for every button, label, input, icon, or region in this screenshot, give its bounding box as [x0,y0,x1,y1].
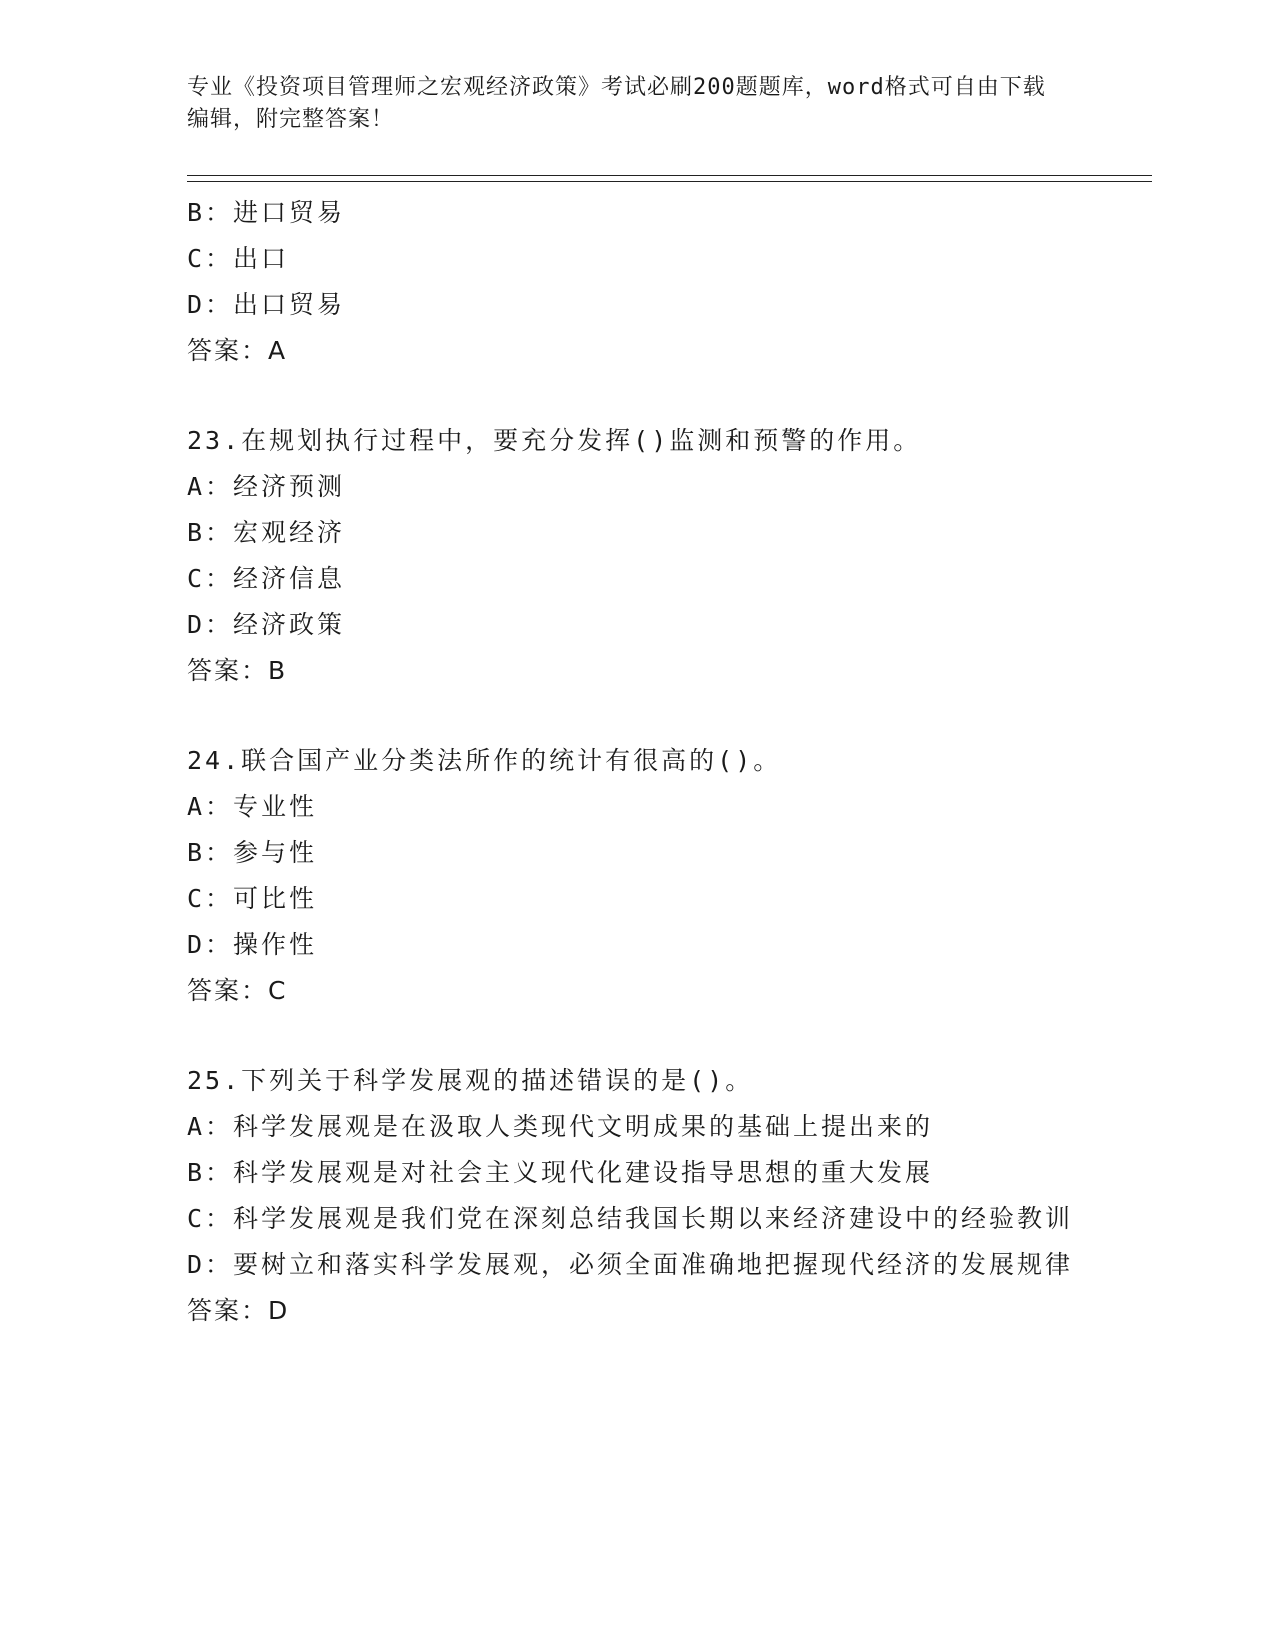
question-25 [187,1058,1087,1334]
option-c: C：科学发展观是我们党在深刻总结我国长期以来经济建设中的经验教训 [187,1204,1074,1233]
question-24 [187,738,1087,1014]
answer: 答案：A [187,336,288,365]
question-title: 25.下列关于科学发展观的描述错误的是()。 [187,1066,754,1095]
prev-question-block [187,190,1087,374]
question-23 [187,418,1087,694]
option-a: A：科学发展观是在汲取人类现代文明成果的基础上提出来的 [187,1112,934,1141]
spacer [187,694,1087,738]
spacer [187,1014,1087,1058]
question-title: 23.在规划执行过程中，要充分发挥()监测和预警的作用。 [187,426,922,455]
spacer [187,374,1087,418]
option-d: D：操作性 [187,930,318,959]
option-c: C：可比性 [187,884,318,913]
option-c: C：出口 [187,244,290,273]
option-d: D：出口贸易 [187,290,346,319]
header-rule-bottom [187,181,1152,182]
answer: 答案：C [187,976,288,1005]
answer: 答案：B [187,656,288,685]
option-b: B：宏观经济 [187,518,346,547]
option-a: A：专业性 [187,792,318,821]
document-header: 专业《投资项目管理师之宏观经济政策》考试必刷200题题库，word格式可自由下载编辑，附完整答案！ [187,75,1046,132]
question-title: 24.联合国产业分类法所作的统计有很高的()。 [187,746,782,775]
option-b: B：科学发展观是对社会主义现代化建设指导思想的重大发展 [187,1158,934,1187]
option-c: C：经济信息 [187,564,346,593]
option-b: B：参与性 [187,838,318,867]
option-d: D：要树立和落实科学发展观，必须全面准确地把握现代经济的发展规律 [187,1250,1074,1279]
option-b: B：进口贸易 [187,198,346,227]
header-rule-top [187,175,1152,176]
answer: 答案：D [187,1296,290,1325]
document-body [187,190,1087,1334]
option-a: A：经济预测 [187,472,346,501]
option-d: D：经济政策 [187,610,346,639]
